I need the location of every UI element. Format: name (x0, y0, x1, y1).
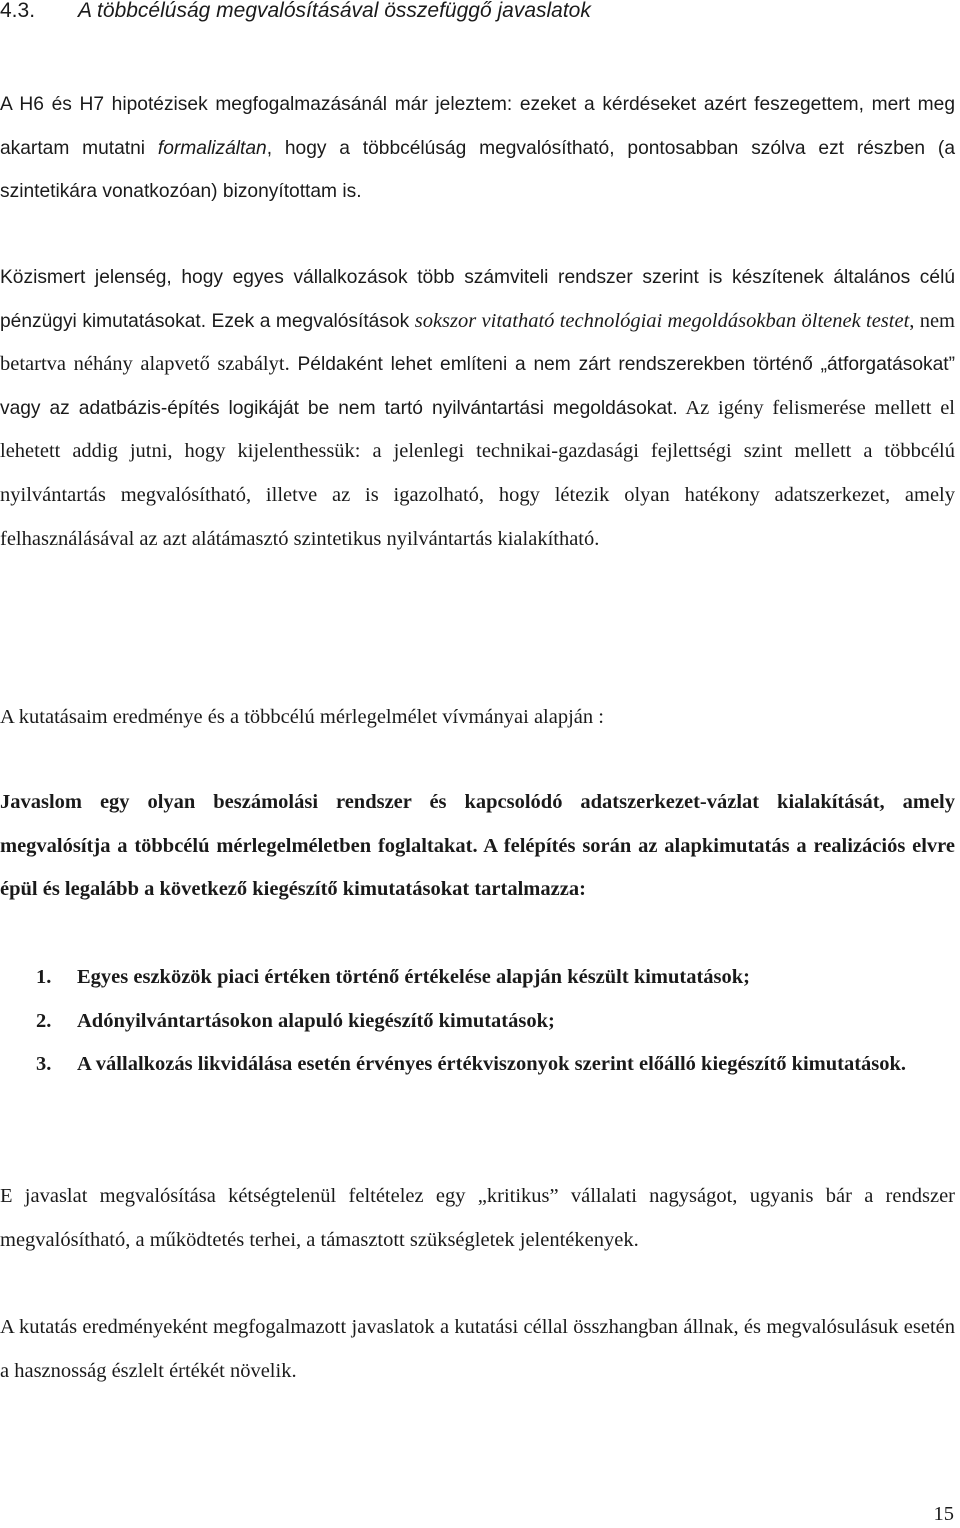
paragraph-proposal: Javaslom egy olyan beszámolási rendszer és kapcsolódó adatszerkezet-vázlat kialakítását, amely megvalósítja a többcélú mérlegelméletben foglaltakat. A felépítés során az alapkimutatás a realizációs elvre épül és legalább a következő kiegészítő kimutatásokat tartalmazza: (0, 791, 955, 901)
list-item-text: Egyes eszközök piaci értéken történő értékelése alapján készült kimutatások; (77, 966, 750, 988)
paragraph-text: Közismert jelenség, hogy egyes vállalkozások több számviteli rendszer szerint is készítenek általános célú pénzügyi kimutatásokat. (0, 267, 955, 332)
paragraph-text: , hogy a többcélúság megvalósítható, pontosabban szólva ezt részben (a szintetikára vonatkozóan) bizonyítottam is. (0, 137, 955, 203)
paragraph-text: A H6 és H7 hipotézisek megfogalmazásánál már jeleztem: ezeket a kérdéseket azért feszegettem, mert meg akartam mutatni (0, 94, 955, 159)
paragraph-text: , nem betartva néhány alapvető szabályt. (0, 309, 955, 376)
paragraph-accounting-systems (0, 256, 955, 561)
list-marker: 2. (36, 1009, 52, 1032)
paragraph-text: Példaként lehet említeni a nem zárt rendszerekben történő „átforgatásokat” vagy az adatbázis-építés logikáját be nem tartó nyilvántartási megoldásokat. (0, 354, 955, 419)
section-heading (0, 0, 960, 26)
paragraph-research-results: A kutatásaim eredménye és a többcélú mérlegelmélet vívmányai alapján : (0, 706, 604, 728)
section-number: 4.3. (0, 0, 36, 22)
list-item-text: A vállalkozás likvidálása esetén érvényes értékviszonyok szerint előálló kiegészítő kimutatások. (77, 1053, 907, 1076)
paragraph-text: Ezek a megvalósítások (206, 310, 415, 332)
paragraph-critical-size: E javaslat megvalósítása kétségtelenül feltételez egy „kritikus” vállalati nagyságot, ugyanis bár a rendszer megvalósítható, a működtetés terhei, a támasztott szükségletek jelentékenyek. (0, 1185, 955, 1251)
list-item (0, 1000, 955, 1044)
page-number: 15 (933, 1503, 954, 1525)
paragraph-hypotheses (0, 83, 955, 214)
paragraph-text: Az igény felismerése mellett el lehetett addig jutni, hogy kijelenthessük: a jelenlegi technikai-gazdasági fejlettségi szint mellett a többcélú nyilvántartás megvalósítható, illetve az is igazolható, hogy létezik olyan hatékony adatszerkezet, amely felhasználásával az azt alátámasztó szintetikus nyilvántartás kialakítható. (0, 396, 955, 550)
emphasis-text: sokszor vitatható technológiai megoldásokban öltenek testet (414, 309, 910, 332)
emphasis-text: formalizáltan (157, 137, 267, 159)
list-item (0, 956, 955, 1000)
list-marker: 3. (36, 1053, 52, 1076)
section-title: A többcélúság megvalósításával összefüggő javaslatok (78, 0, 591, 22)
list-item (0, 1043, 955, 1087)
proposal-list (0, 956, 955, 1087)
list-marker: 1. (36, 966, 52, 988)
list-item-text: Adónyilvántartásokon alapuló kiegészítő kimutatások; (77, 1009, 555, 1032)
paragraph-conclusion: A kutatás eredményeként megfogalmazott javaslatok a kutatási céllal összhangban állnak, és megvalósulásuk esetén a hasznosság észlelt értékét növelik. (0, 1316, 955, 1382)
